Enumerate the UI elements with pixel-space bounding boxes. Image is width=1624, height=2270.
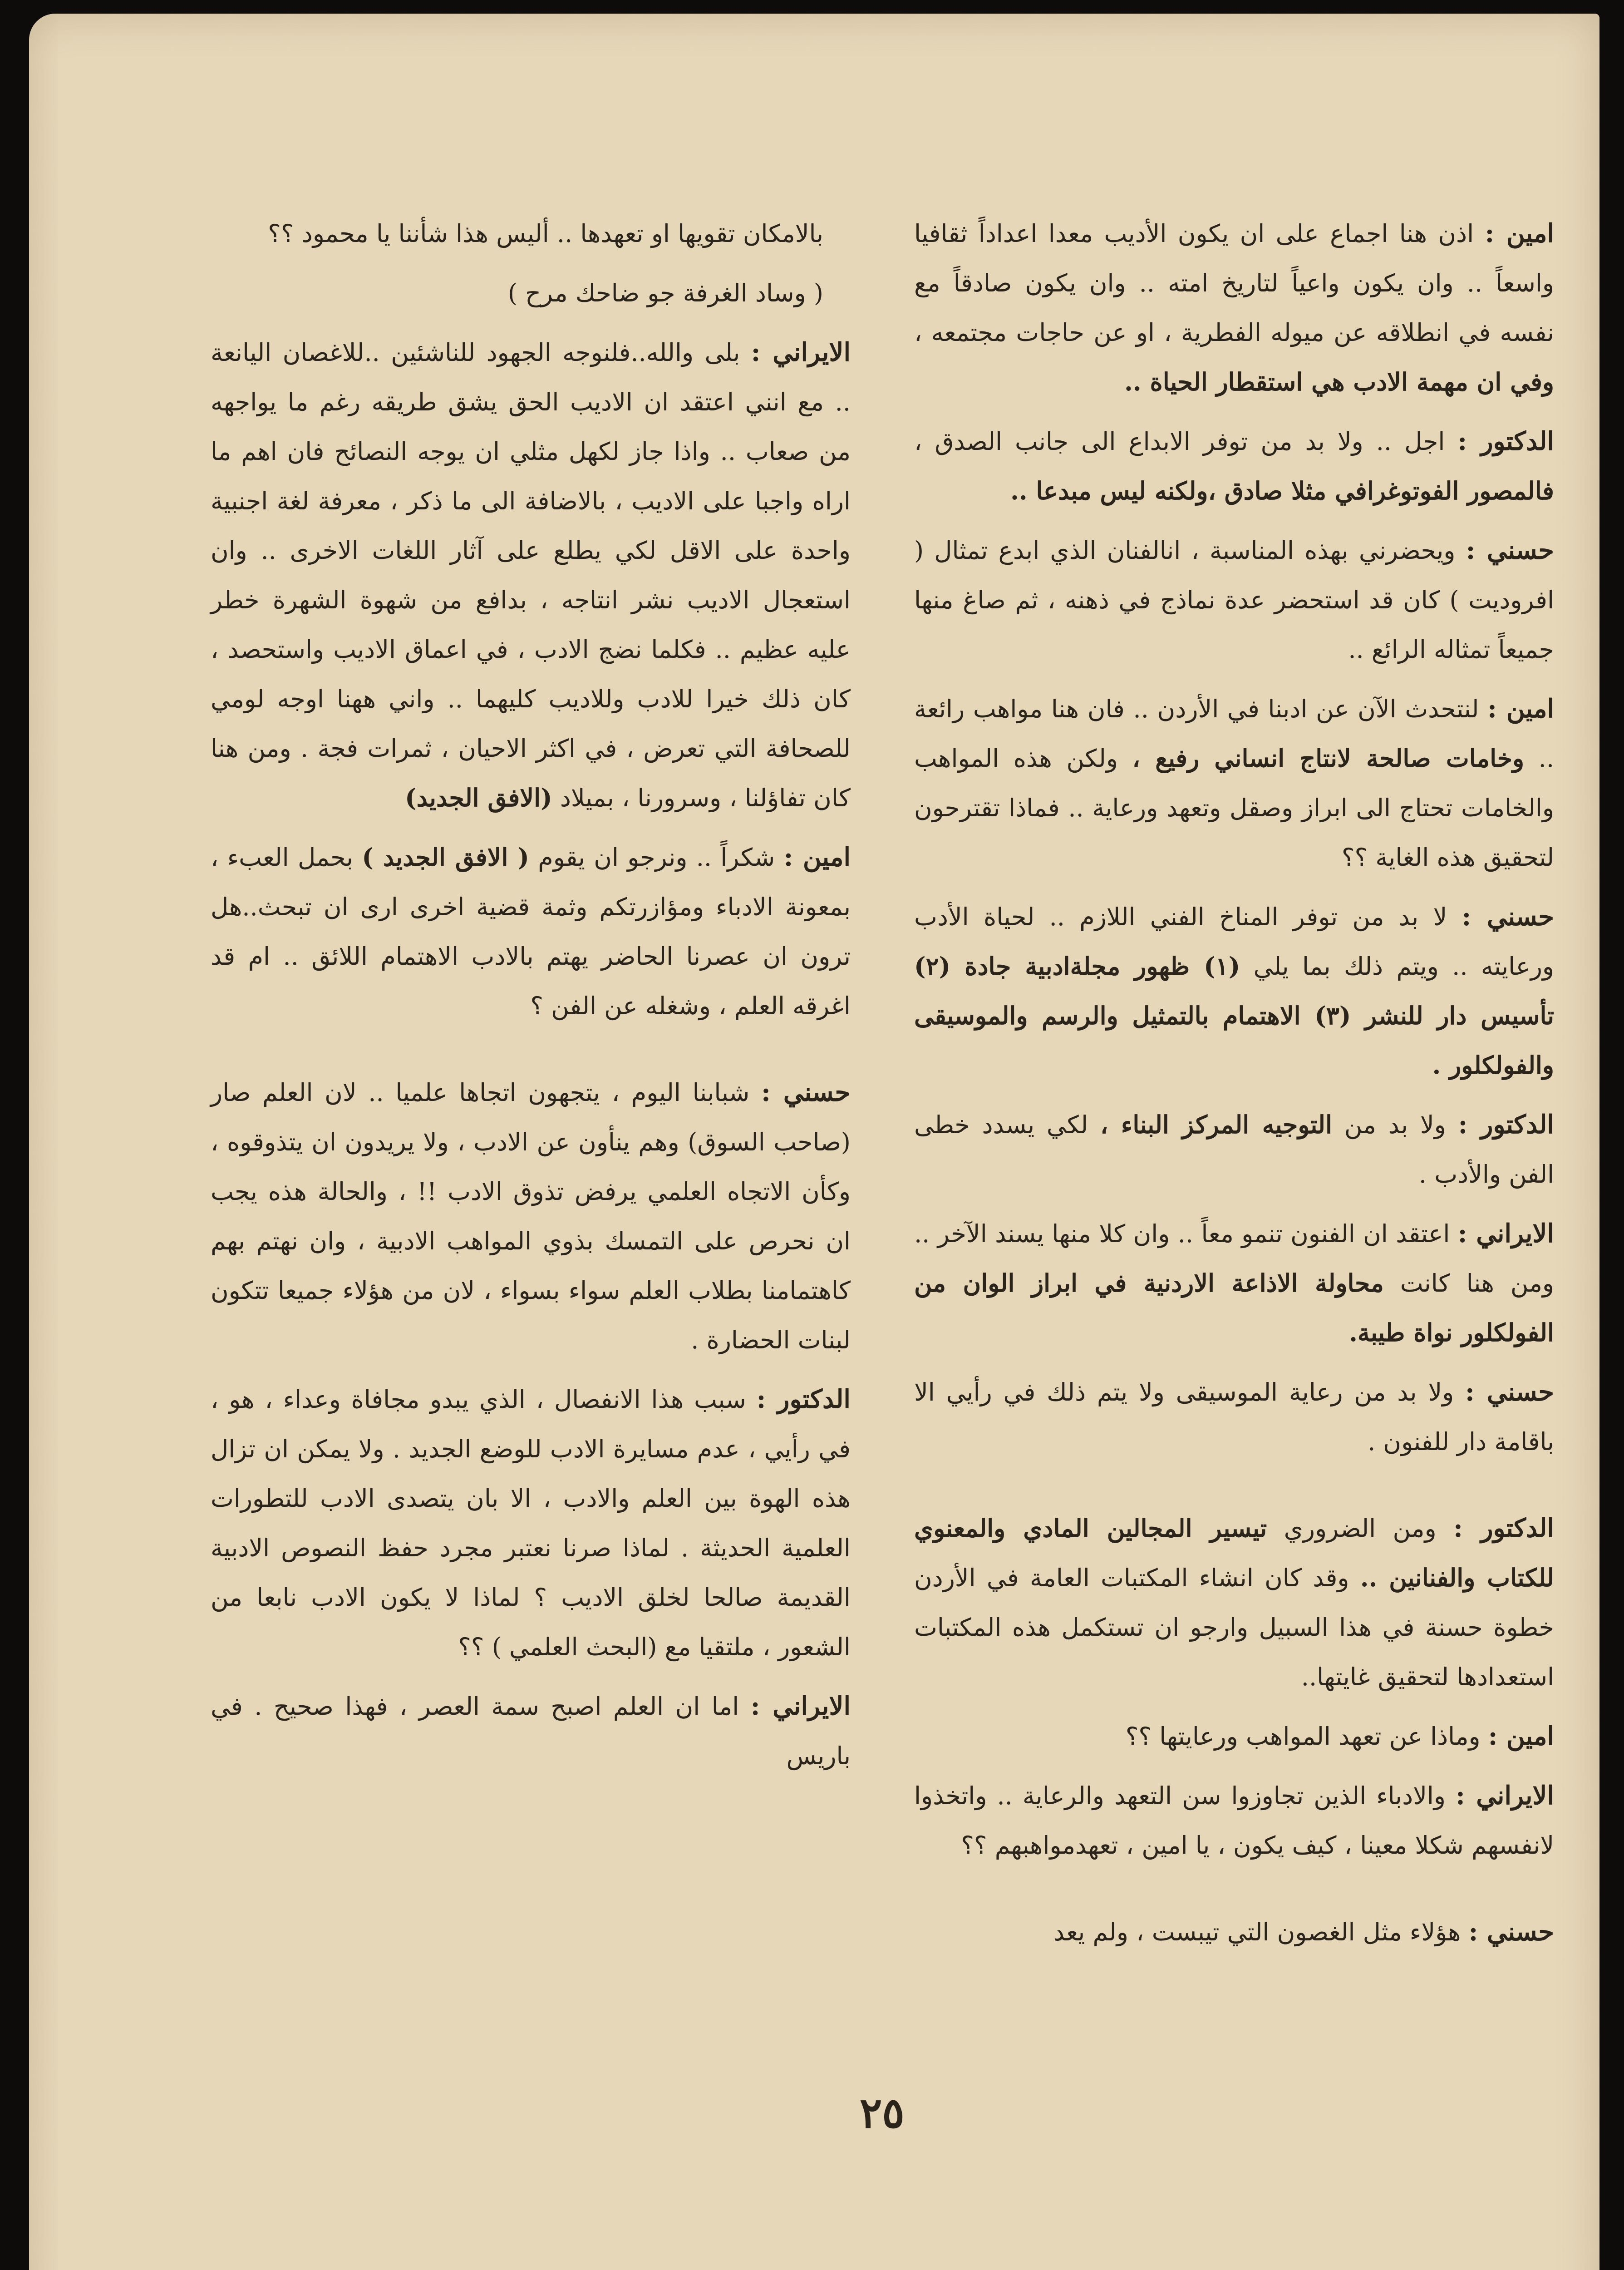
speaker-label: الايراني : (751, 337, 851, 367)
bold-text: التوجيه المركز البناء ، (1100, 1110, 1332, 1139)
magazine-page (29, 14, 1599, 2270)
speaker-label: حسني : (1466, 535, 1554, 565)
page-number: ٢٥ (860, 2088, 905, 2137)
right-column (914, 209, 1554, 1967)
paragraph-text: بالامكان تقويها او تعهدها .. أليس هذا شأننا يا محمود ؟؟ (268, 219, 823, 248)
dialogue-paragraph (914, 417, 1554, 516)
paragraph-text: اذن هنا اجماع على ان يكون الأديب معدا اعداداً ثقافيا واسعاً .. وان يكون واعياً لتاريخ امته .. وان يكون صادقاً مع نفسه في انطلاقه عن ميوله الفطرية ، او عن حاجات مجتمعه ، (914, 219, 1554, 347)
speaker-label: حسني : (1462, 902, 1554, 932)
paragraph-text: ولا بد من رعاية الموسيقى ولا يتم ذلك في رأيي الا باقامة دار للفنون . (914, 1378, 1554, 1456)
left-column (211, 209, 851, 1791)
speaker-label: حسني : (761, 1077, 851, 1107)
speaker-label: امين : (1485, 218, 1555, 248)
speaker-label: الدكتور : (1458, 1110, 1554, 1140)
paragraph-text: ومن الضروري (1284, 1514, 1437, 1543)
paragraph-text: شكراً .. ونرجو ان يقوم (538, 843, 775, 872)
speaker-label: حسني : (1468, 1917, 1554, 1947)
dialogue-paragraph (211, 1375, 851, 1672)
bold-text: فالمصور الفوتوغرافي مثلا صادق ،ولكنه ليس مبدعا .. (1010, 476, 1554, 505)
paragraph-text: والادباء الذين تجاوزوا سن التعهد والرعاية .. واتخذوا لانفسهم شكلا معينا ، كيف يكون ، يا امين ، تعهدمواهبهم ؟؟ (914, 1781, 1554, 1860)
paragraph-text: ولكن هذه المواهب والخامات تحتاج الى ابراز وصقل وتعهد ورعاية .. فماذا تقترحون لتحقيق هذه الغاية ؟؟ (914, 744, 1554, 872)
dialogue-paragraph (914, 684, 1554, 882)
paragraph-text: ( وساد الغرفة جو ضاحك مرح ) (507, 279, 823, 307)
paragraph-gap (914, 1880, 1554, 1907)
speaker-label: امين : (1487, 694, 1554, 724)
paragraph-text: هؤلاء مثل الغصون التي تيبست ، ولم يعد (1053, 1918, 1461, 1946)
paragraph-text: وقد كان انشاء المكتبات العامة في الأردن خطوة حسنة في هذا السبيل وارجو ان تستكمل هذه المكتبات استعدادها لتحقيق غايتها.. (914, 1564, 1554, 1691)
dialogue-paragraph (914, 1907, 1554, 1957)
paragraph-text: لنتحدث الآن عن ادبنا في الأردن .. فان هنا مواهب رائعة .. (914, 695, 1555, 773)
dialogue-paragraph (914, 209, 1554, 407)
speaker-label: حسني : (1465, 1377, 1554, 1407)
dialogue-paragraph (914, 1504, 1554, 1702)
continued-paragraph (211, 209, 823, 258)
speaker-label: الايراني : (1457, 1219, 1554, 1248)
bold-text: (١) ظهور مجلةادبية جادة (٢) تأسيس دار للنشر (٣) الاهتمام بالتمثيل والرسم والموسيقى والفولكلور . (914, 952, 1554, 1080)
dialogue-paragraph (914, 1712, 1554, 1761)
paragraph-text: لا بد من توفر المناخ الفني اللازم .. لحياة الأدب ورعايته .. ويتم ذلك بما يلي (914, 903, 1554, 981)
paragraph-gap (211, 1041, 851, 1068)
dialogue-paragraph (914, 526, 1554, 674)
bold-text: (الافق الجديد) (405, 783, 552, 812)
bold-text: وخامات صالحة لانتاج انساني رفيع ، (1132, 744, 1525, 773)
dialogue-paragraph (914, 892, 1554, 1090)
bold-text: محاولة الاذاعة الاردنية في ابراز الوان من الفولكلور نواة طيبة. (914, 1268, 1554, 1347)
dialogue-paragraph (914, 1771, 1554, 1870)
speaker-label: الدكتور : (756, 1384, 851, 1414)
speaker-label: امين : (783, 842, 851, 872)
dialogue-paragraph (211, 1068, 851, 1365)
bold-text: وفي ان مهمة الادب هي استقطار الحياة .. (1124, 367, 1554, 396)
paragraph-text: ويحضرني بهذه المناسبة ، انالفنان الذي ابدع تمثال ( افروديت ) كان قد استحضر عدة نماذج في ذهنه ، ثم صاغ منها جميعاً تمثاله الرائع .. (914, 536, 1554, 664)
paragraph-text: اجل .. ولا بد من توفر الابداع الى جانب الصدق ، (914, 427, 1445, 456)
speaker-label: الايراني : (1456, 1781, 1554, 1811)
speaker-label: الدكتور : (1457, 426, 1554, 456)
speaker-label: الدكتور : (1453, 1513, 1555, 1543)
paragraph-text: شبابنا اليوم ، يتجهون اتجاها علميا .. لان العلم صار (صاحب السوق) وهم ينأون عن الادب ، ولا يريدون ان يتذوقوه ، وكأن الاتجاه العلمي يرفض تذوق الادب !! ، والحالة هذه يجب ان نحرص على التمسك بذوي المواهب الادبية ، وان نهتم بهم كاهتمامنا بطلاب العلم سواء بسواء ، لان من هؤلاء جميعا تتكون لبنات الحضارة . (211, 1078, 851, 1354)
paragraph-text: اما ان العلم اصبح سمة العصر ، فهذا صحيح . في باريس (211, 1692, 851, 1770)
paragraph-text: ولا بد من (1344, 1110, 1446, 1139)
paragraph-text: لكي يسدد خطى الفن والأدب . (914, 1110, 1554, 1189)
dialogue-paragraph (211, 328, 851, 823)
dialogue-paragraph (211, 833, 851, 1031)
bold-text: تيسير المجالين المادي والمعنوي للكتاب والفنانين .. (914, 1514, 1554, 1592)
bold-text: ( الافق الجديد ) (362, 843, 529, 872)
dialogue-paragraph (914, 1100, 1554, 1199)
stage-direction (211, 268, 823, 318)
paragraph-text: اعتقد ان الفنون تنمو معاً .. وان كلا منها يسند الآخر .. ومن هنا كانت (914, 1219, 1554, 1298)
paragraph-text: بحمل العبء ، بمعونة الادباء ومؤازرتكم وثمة قضية اخرى ارى ان تبحث..هل ترون ان عصرنا الحاضر يهتم بالادب الاهتمام اللائق .. ام قد اغرقه العلم ، وشغله عن الفن ؟ (211, 843, 851, 1020)
dialogue-paragraph (211, 1682, 851, 1781)
paragraph-text: وماذا عن تعهد المواهب ورعايتها ؟؟ (1125, 1722, 1481, 1751)
speaker-label: الايراني : (750, 1691, 851, 1721)
paragraph-text: بلى والله..فلنوجه الجهود للناشئين ..للاغصان اليانعة .. مع انني اعتقد ان الاديب الحق يشق طريقه رغم ما يواجهه من صعاب .. واذا جاز لكهل مثلي ان يوجه النصائح فان اهم ما اراه واجبا على الاديب ، بالاضافة الى ما ذكر ، معرفة لغة اجنبية واحدة على الاقل لكي يطلع على آثار اللغات الاخرى .. وان استعجال الاديب نشر انتاجه ، بدافع من شهوة الشهرة خطر عليه عظيم .. فكلما نضج الادب ، في اعماق الاديب واستحصد ، كان ذلك خيرا للادب وللاديب كليهما .. واني ههنا اوجه لومي للصحافة التي تعرض ، في اكثر الاحيان ، ثمرات فجة . ومن هنا كان تفاؤلنا ، وسرورنا ، بميلاد (211, 338, 851, 812)
dialogue-paragraph (914, 1209, 1554, 1357)
dialogue-paragraph (914, 1367, 1554, 1466)
paragraph-text: سبب هذا الانفصال ، الذي يبدو مجافاة وعداء ، هو ، في رأيي ، عدم مسايرة الادب للوضع الجديد . ولا يمكن ان تزال هذه الهوة بين العلم والادب ، الا بان يتصدى الادب للتطورات العلمية الحديثة . لماذا صرنا نعتبر مجرد حفظ النصوص الادبية القديمة صالحا لخلق الاديب ؟ لماذا لا يكون الادب نابعا من الشعور ، ملتقيا مع (البحث العلمي ) ؟؟ (211, 1385, 851, 1661)
paragraph-gap (914, 1476, 1554, 1504)
speaker-label: امين : (1488, 1721, 1554, 1751)
